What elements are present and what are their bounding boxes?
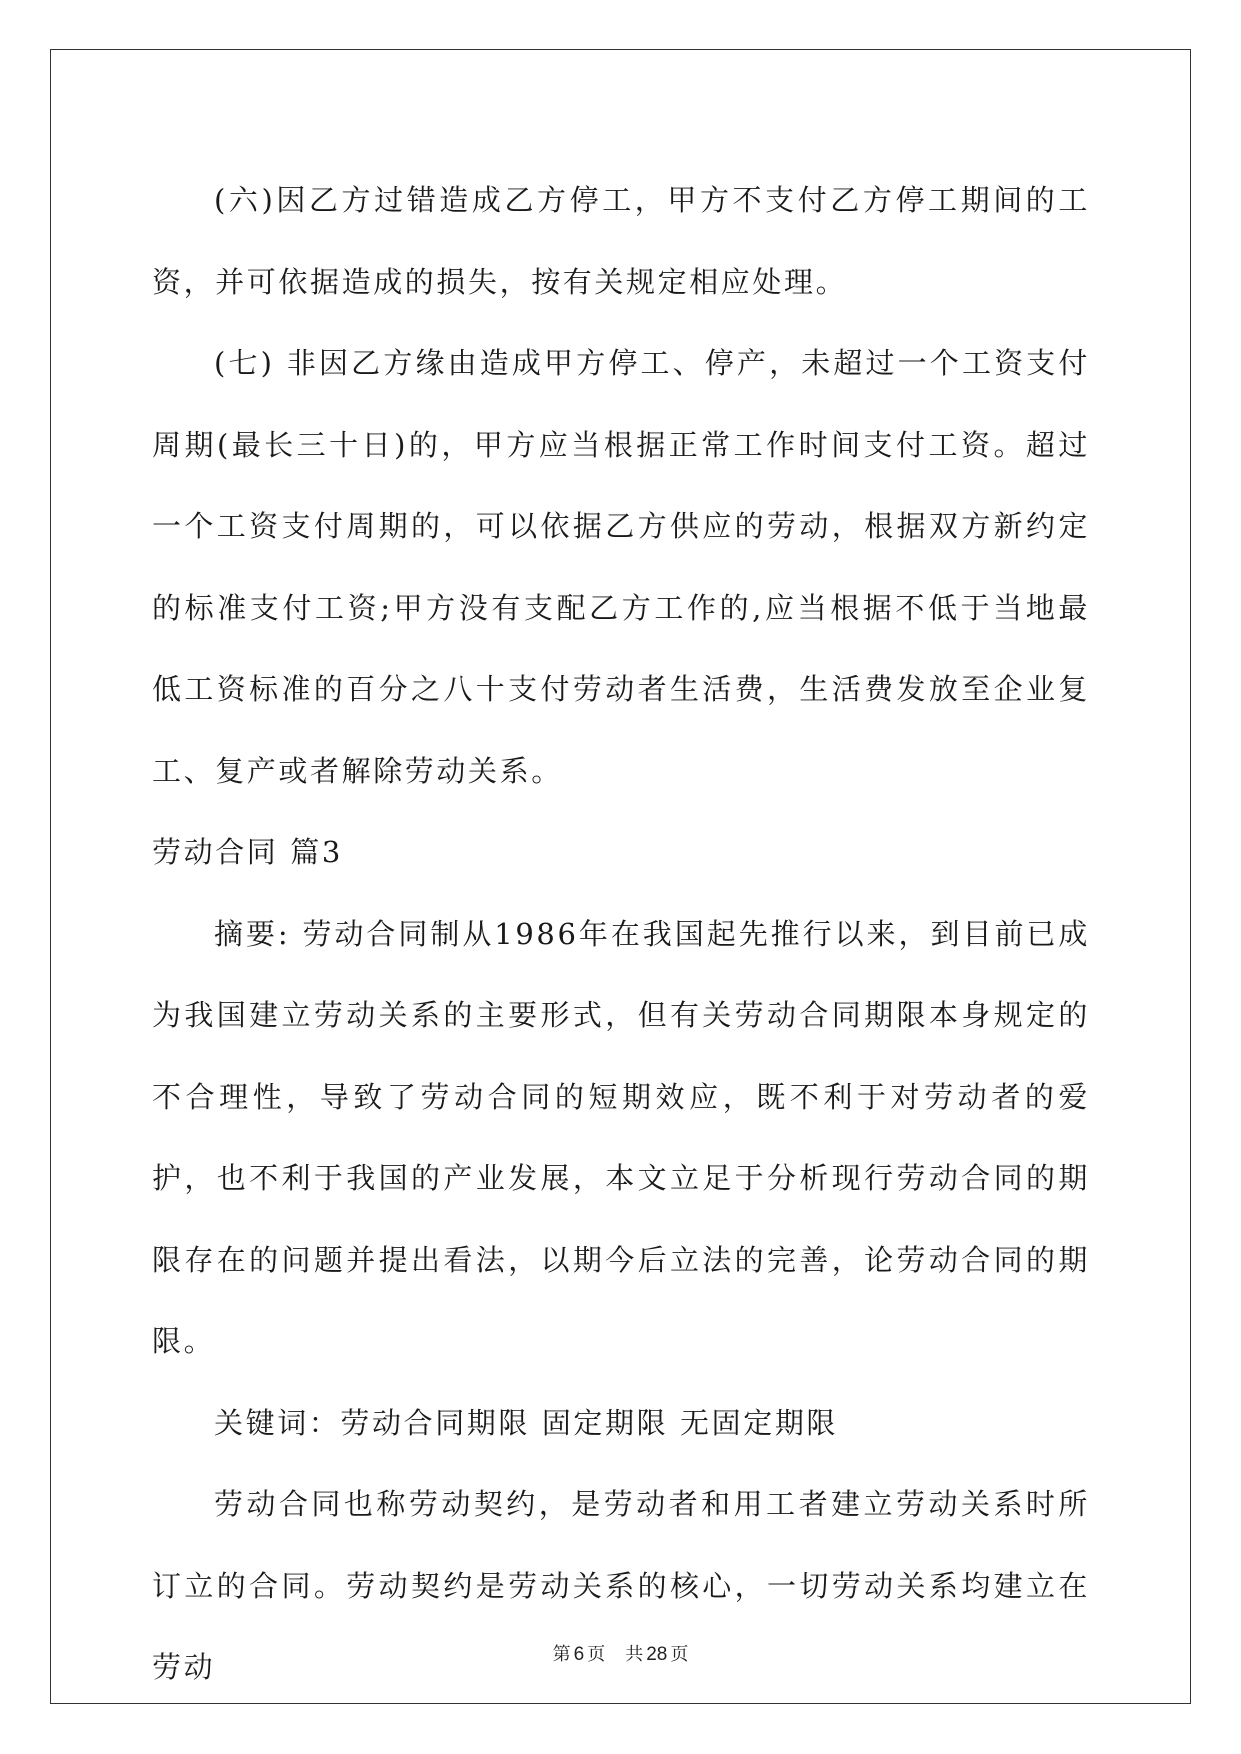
current-page-number: 6 [573,1644,585,1665]
section-heading: 劳动合同 篇3 [152,835,343,869]
total-pages-number: 28 [646,1644,668,1665]
document-body [152,160,1090,1709]
footer-total-suffix: 页 [670,1644,689,1664]
body-paragraph: 劳动合同也称劳动契约，是劳动者和用工者建立劳动关系时所订立的合同。劳动契约是劳动关系的核心，一切劳动关系均建立在劳动 [152,1487,1090,1684]
page-footer [0,1640,1241,1666]
paragraph-six: (六)因乙方过错造成乙方停工，甲方不支付乙方停工期间的工资，并可依据造成的损失，按有关规定相应处理。 [152,183,1090,299]
footer-total-prefix: 共 [625,1644,644,1664]
footer-page-suffix: 页 [587,1644,606,1664]
footer-prefix: 第 [552,1644,571,1664]
keywords-paragraph: 关键词：劳动合同期限 固定期限 无固定期限 [214,1405,839,1440]
paragraph-seven: (七) 非因乙方缘由造成甲方停工、停产，未超过一个工资支付周期(最长三十日)的，甲方应当根据正常工作时间支付工资。超过一个工资支付周期的，可以依据乙方供应的劳动，根据双方新约定的标准支付工资;甲方没有支配乙方工作的,应当根据不低于当地最低工资标准的百分之八十支付劳动者生活费，生活费发放至企业复工、复产或者解除劳动关系。 [152,346,1090,788]
abstract-paragraph: 摘要: 劳动合同制从1986年在我国起先推行以来，到目前已成为我国建立劳动关系的主要形式，但有关劳动合同期限本身规定的不合理性，导致了劳动合同的短期效应，既不利于对劳动者的爱护，也不利于我国的产业发展，本文立足于分析现行劳动合同的期限存在的问题并提出看法，以期今后立法的完善，论劳动合同的期限。 [152,916,1090,1358]
